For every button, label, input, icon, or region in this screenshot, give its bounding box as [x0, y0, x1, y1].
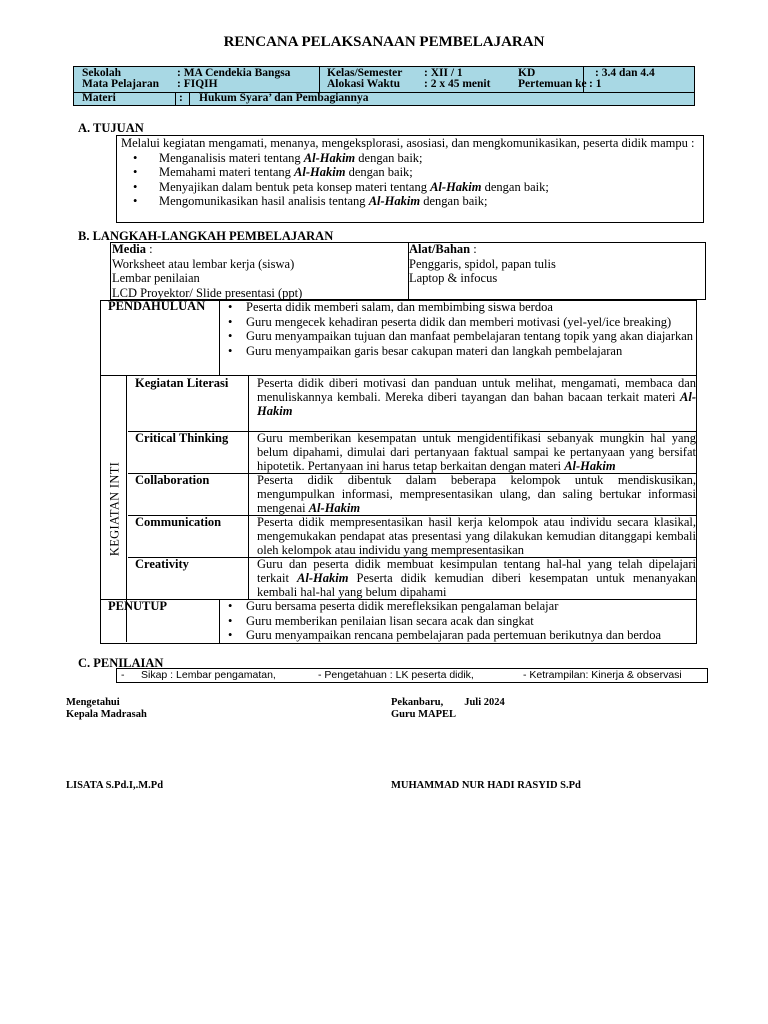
penutup-list [220, 599, 696, 643]
alat-item: Laptop & infocus [409, 271, 498, 285]
penilaian-box [116, 668, 708, 683]
inti-row-emphasis: Al-Hakim [308, 501, 361, 515]
pendahuluan-item: • Guru mengecek kehadiran peserta didik dan memberi motivasi (yel-yel/ice breaking) [220, 315, 696, 330]
pendahuluan-cell [220, 300, 696, 376]
pendahuluan-list [220, 300, 696, 358]
penilaian-ketrampilan: - Ketrampilan: Kinerja & observasi [523, 669, 682, 681]
alokasi-label: Alokasi Waktu [327, 78, 400, 90]
media-list [112, 257, 406, 301]
inti-row-suffix: Peserta didik kemudian diberi kesempatan untuk menanyakan kembali hal-hal yang belum dipahami [257, 571, 696, 599]
inti-row-divider [128, 557, 697, 558]
penutup-label: PENUTUP [108, 599, 168, 613]
materi-value: Hukum Syara’ dan Pembagiannya [199, 92, 369, 104]
penilaian-pengetahuan: - Pengetahuan : LK peserta didik, [318, 669, 474, 681]
signature-left-name: LISATA S.Pd.I,.M.Pd [66, 780, 164, 791]
penutup-item: • Guru memberikan penilaian lisan secara acak dan singkat [220, 614, 696, 629]
inti-row-emphasis: Al-Hakim [297, 571, 349, 585]
alat-cell [409, 242, 703, 286]
penutup-item: • Guru bersama peserta didik merefleksikan pengalaman belajar [220, 599, 696, 614]
inti-row-text [257, 557, 696, 599]
signature-right-name: MUHAMMAD NUR HADI RASYID S.Pd [391, 780, 581, 791]
tujuan-box [116, 135, 704, 223]
mapel-value: : FIQIH [177, 78, 218, 90]
tujuan-item-emphasis: Al-Hakim [303, 150, 356, 165]
inti-row-divider [128, 515, 697, 516]
media-cell [112, 242, 406, 300]
section-penilaian-heading: C. PENILAIAN [78, 656, 164, 670]
info-header-box [73, 66, 695, 106]
tujuan-item-text: Mengomunikasikan hasil analisis tentang [159, 194, 369, 208]
inti-row-text [257, 473, 696, 515]
alokasi-value: : 2 x 45 menit [424, 78, 491, 90]
inti-row-name: Collaboration [128, 473, 249, 515]
penutup-cell [220, 599, 696, 643]
inti-row-text [257, 431, 696, 473]
inti-row-name: Critical Thinking [128, 431, 249, 473]
materi-colon: : [179, 92, 183, 104]
signature-left-line1: Mengetahui [66, 697, 120, 708]
kd-label: KD [518, 67, 536, 79]
tujuan-item-suffix: dengan baik; [420, 194, 488, 208]
tujuan-item-suffix: dengan baik; [355, 150, 423, 165]
sekolah-value: : MA Cendekia Bangsa [177, 67, 291, 79]
media-item: Worksheet atau lembar kerja (siswa) [112, 256, 295, 271]
media-colon: : [146, 242, 153, 256]
inti-row-text [257, 376, 696, 418]
tujuan-item-emphasis: Al-Hakim [368, 194, 421, 208]
inti-row-body: Guru memberikan kesempatan untuk mengidentifikasi sebanyak mungkin hal yang belum dipahami, dimulai dari pertanyaan faktual sampai ke pertanyaan yang bersifat hipotetik. Pertanyaan ini harus tetap berkaitan dengan materi [257, 431, 696, 473]
tujuan-item-text: Menyajikan dalam bentuk peta konsep materi tentang [159, 179, 431, 194]
penilaian-dash: - [121, 669, 125, 681]
media-item: Lembar penilaian [112, 271, 200, 285]
signature-right-line2: Guru MAPEL [391, 709, 457, 720]
materi-label: Materi [82, 92, 116, 104]
alat-label: Alat/Bahan [409, 242, 471, 256]
tujuan-item-emphasis: Al-Hakim [430, 179, 482, 194]
inti-row-body: Peserta didik diberi motivasi dan panduan untuk melihat, mengamati, membaca dan menuliskannya kembali. Mereka diberi tayangan dan bahan bacaan terkait materi [257, 376, 696, 404]
media-label: Media [112, 242, 147, 256]
penutup-item: • Guru menyampaikan rencana pembelajaran pada pertemuan berikutnya dan berdoa [220, 628, 696, 643]
penilaian-sikap: Sikap : Lembar pengamatan, [141, 669, 276, 681]
inti-row-divider [128, 431, 697, 432]
media-item: LCD Proyektor/ Slide presentasi (ppt) [112, 285, 303, 300]
inti-row-name: Communication [128, 515, 249, 557]
tujuan-item [121, 194, 699, 209]
kegiatan-inti-label: KEGIATAN INTI [107, 461, 121, 557]
section-tujuan-heading: A. TUJUAN [78, 121, 144, 135]
kelas-label: Kelas/Semester [327, 67, 403, 79]
kd-value: : 3.4 dan 4.4 [595, 67, 655, 79]
pendahuluan-item: • Guru menyampaikan tujuan dan manfaat pembelajaran tentang topik yang akan diajarkan [220, 329, 696, 344]
inti-row-emphasis: Al-Hakim [257, 390, 696, 418]
section-langkah-heading: B. LANGKAH-LANGKAH PEMBELAJARAN [78, 229, 334, 243]
tujuan-item [121, 165, 699, 180]
inti-row-emphasis: Al-Hakim [564, 459, 616, 473]
tujuan-item-suffix: dengan baik; [481, 179, 549, 194]
tujuan-intro: Melalui kegiatan mengamati, menanya, mengeksplorasi, asosiasi, dan mengkomunikasikan, peserta didik mampu : [121, 136, 695, 150]
inti-row-body: Guru dan peserta didik membuat kesimpulan tentang hal-hal yang telah dipelajari terkait [257, 557, 696, 585]
page-title: RENCANA PELAKSANAAN PEMBELAJARAN [223, 34, 545, 50]
inti-row-name: Creativity [128, 557, 249, 599]
alat-colon: : [470, 242, 477, 256]
pertemuan-label: Pertemuan ke [518, 78, 587, 90]
pendahuluan-item: • Peserta didik memberi salam, dan membimbing siswa berdoa [220, 300, 696, 315]
media-alat-box [110, 242, 706, 300]
sekolah-label: Sekolah [82, 67, 121, 79]
inti-row-body: Peserta didik mempresentasikan hasil kerja kelompok atau individu secara klasikal, mengemukakan pendapat atas presentasi yang dilakukan kemudian ditanggapi kembali oleh kelompok atau individu yang mempresentasikan [257, 515, 696, 557]
pendahuluan-label: PENDAHULUAN [108, 299, 206, 313]
inti-row-body: Peserta didik dibentuk dalam beberapa kelompok untuk mendiskusikan, mengumpulkan informasi, mempresentasikan ulang, dan saling bertukar informasi mengenai [257, 473, 696, 515]
alat-item: Penggaris, spidol, papan tulis [409, 256, 556, 271]
tujuan-item-text: Memahami materi tentang [159, 165, 295, 179]
tujuan-item-text: Menganalisis materi tentang [159, 150, 304, 165]
pertemuan-value: : 1 [589, 78, 602, 90]
tujuan-item [121, 151, 699, 166]
inti-row-divider [128, 473, 697, 474]
kelas-value: : XII / 1 [424, 67, 463, 79]
alat-list [409, 257, 703, 286]
signature-right-line1: Pekanbaru, Juli 2024 [391, 697, 505, 708]
tujuan-list [121, 151, 699, 209]
tujuan-item [121, 180, 699, 195]
signature-left-line2: Kepala Madrasah [66, 709, 147, 720]
mapel-label: Mata Pelajaran [82, 78, 159, 90]
tujuan-item-suffix: dengan baik; [345, 165, 413, 179]
inti-row-name: Kegiatan Literasi [128, 376, 249, 431]
pendahuluan-item: • Guru menyampaikan garis besar cakupan materi dan langkah pembelajaran [220, 344, 696, 359]
tujuan-item-emphasis: Al-Hakim [294, 165, 346, 179]
inti-row-text [257, 515, 696, 557]
